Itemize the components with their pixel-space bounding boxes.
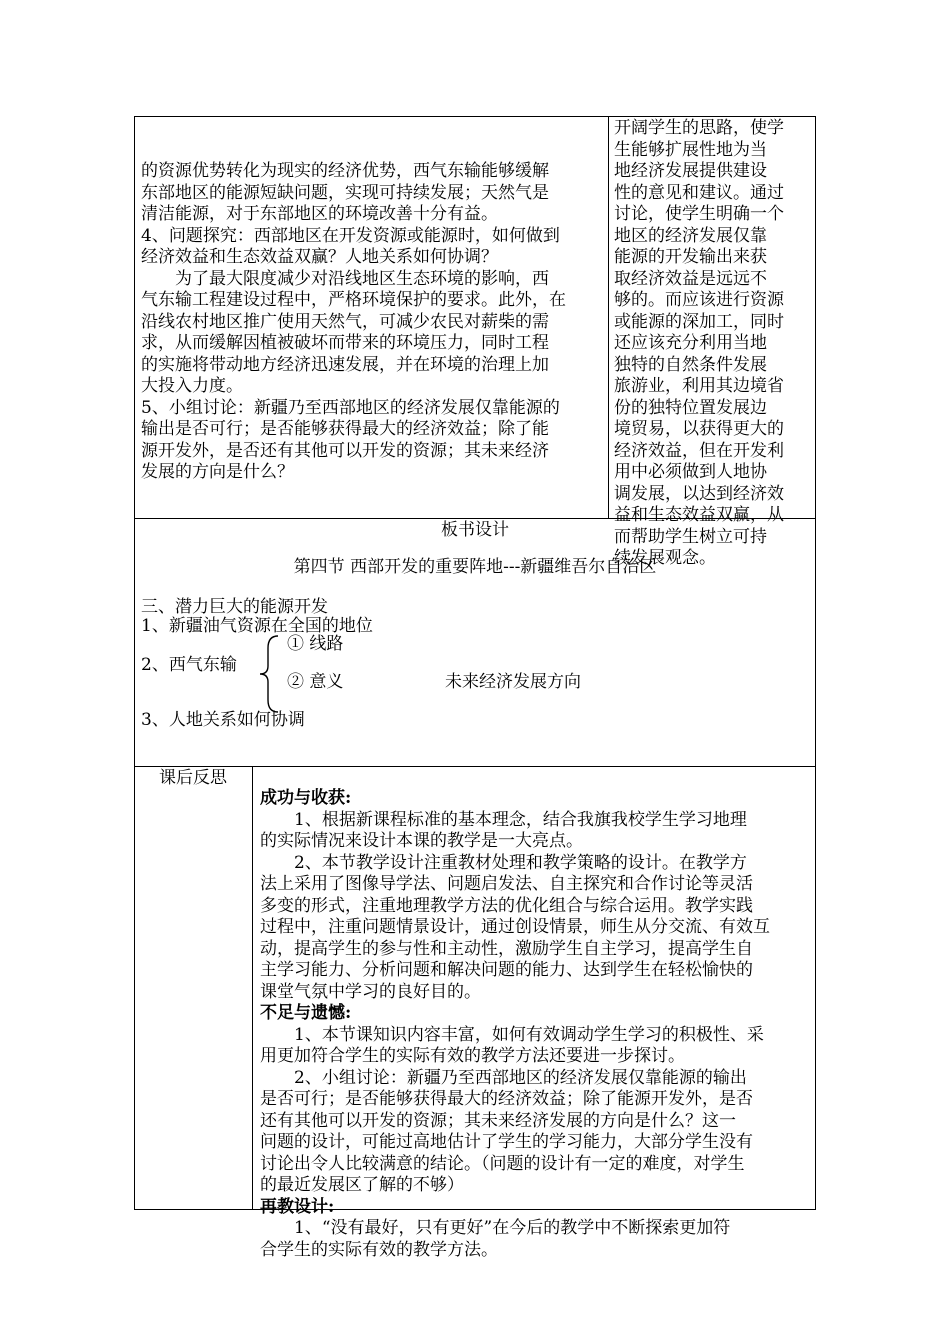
board-item-1: 1、新疆油气资源在全国的地位 [141,616,373,636]
intent-line: 讨论，使学生明确一个 [614,204,784,224]
intent-line: 地经济发展提供建设 [614,161,767,181]
intent-line: 性的意见和建议。通过 [614,182,784,203]
board-item-3: 3、人地关系如何协调 [141,710,305,730]
reflection-line: 的最近发展区了解的不够） [260,1175,464,1195]
reflection-line: 多变的形式，注重地理教学方法的优化组合与综合运用。教学实践 [260,895,753,916]
reflection-line: 2、小组讨论：新疆乃至西部地区的经济发展仅靠能源的输出 [294,1067,747,1088]
intent-line: 地区的经济发展仅靠 [614,225,767,246]
column-divider-top [608,116,609,518]
reflection-label: 课后反思 [159,768,227,788]
intent-line: 取经济效益是远远不 [614,268,767,289]
process-line: 5、小组讨论：新疆乃至西部地区的经济发展仅靠能源的 [141,397,560,418]
process-line: 经济效益和生态效益双赢？人地关系如何协调？ [141,247,498,267]
process-line: 气东输工程建设过程中，严格环境保护的要求。此外，在 [141,290,566,310]
reflection-line: 1、根据新课程标准的基本理念，结合我旗我校学生学习地理 [294,809,747,830]
board-item-2: 2、西气东输 [141,655,237,675]
shortfall-title: 不足与遗憾: [260,1003,352,1023]
process-cell [141,161,603,484]
reflection-line: 1、本节课知识内容丰富，如何有效调动学生学习的积极性、采 [294,1024,764,1045]
reflection-line: 用更加符合学生的实际有效的教学方法还要进一步探讨。 [260,1046,685,1066]
intent-line: 能源的开发输出来获 [614,247,767,267]
process-line: 的实施将带动地方经济迅速发展，并在环境的治理上加 [141,354,549,375]
board-branch-route: ① 线路 [287,634,344,654]
reflection-line: 动，提高学生的参与性和主动性，激励学生自主学习，提高学生自 [260,938,753,959]
intent-line: 旅游业，利用其边境省 [614,376,784,396]
process-line: 大投入力度。 [141,376,243,396]
reflection-line: 法上采用了图像导学法、问题启发法、自主探究和合作讨论等灵活 [260,874,753,894]
intent-line: 开阔学生的思路，使学 [614,118,784,138]
process-line: 为了最大限度减少对沿线地区生态环境的影响，西 [175,268,549,289]
reflection-line: 问题的设计，可能过高地估计了学生的学习能力，大部分学生没有 [260,1132,753,1152]
success-title: 成功与收获: [260,788,352,808]
board-future-direction: 未来经济发展方向 [445,672,581,692]
process-line: 发展的方向是什么？ [141,462,294,482]
intent-line: 够的。而应该进行资源 [614,290,784,310]
board-part-title: 三、潜力巨大的能源开发 [141,597,328,617]
reflection-line: 过程中，注重问题情景设计，通过创设情景，师生从分交流、有效互 [260,917,770,937]
process-line: 的资源优势转化为现实的经济优势，西气东输能够缓解 [141,161,549,181]
reflection-line: 课堂气氛中学习的良好目的。 [260,981,481,1002]
intent-line: 境贸易，以获得更大的 [614,419,784,439]
intent-line: 益和生态效益双赢，从 [614,505,784,525]
process-line: 源开发外，是否还有其他可以开发的资源；其未来经济 [141,440,549,461]
process-line: 东部地区的能源短缺问题，实现可持续发展；天然气是 [141,182,549,203]
reflection-line: 1、“没有最好，只有更好”在今后的教学中不断探索更加符 [294,1218,731,1238]
intent-line: 用中必须做到人地协 [614,462,767,482]
reflection-line: 还有其他可以开发的资源；其未来经济发展的方向是什么？这一 [260,1110,736,1131]
process-line: 输出是否可行；是否能够获得最大的经济效益；除了能 [141,419,549,439]
intent-line: 调发展，以达到经济效 [614,483,784,504]
process-line: 清洁能源，对于东部地区的环境改善十分有益。 [141,204,498,224]
board-branch-significance: ② 意义 [287,672,344,692]
reflection-line: 主学习能力、分析问题和解决问题的能力、达到学生在轻松愉快的 [260,960,753,980]
intent-line: 份的独特位置发展边 [614,397,767,418]
reflection-line: 讨论出令人比较满意的结论。（问题的设计有一定的难度，对学生 [260,1153,745,1174]
intent-line: 而帮助学生树立可持 [614,526,767,547]
intent-cell [614,118,812,570]
board-heading: 板书设计 [441,520,509,540]
intent-line: 还应该充分利用当地 [614,333,767,353]
process-line: 沿线农村地区推广使用天然气，可减少农民对薪柴的需 [141,311,549,332]
intent-line: 续发展观念。 [614,548,716,568]
brace-icon [256,634,280,714]
row-divider-reflection [134,766,816,767]
reflection-line: 的实际情况来设计本课的教学是一大亮点。 [260,831,583,851]
reflection-line: 是否可行；是否能够获得最大的经济效益；除了能源开发外，是否 [260,1089,753,1109]
reflection-cell [260,788,812,1261]
process-line: 求，从而缓解因植被破坏而带来的环境压力，同时工程 [141,333,549,353]
intent-line: 或能源的深加工，同时 [614,311,784,332]
section-title: 第四节 西部开发的重要阵地---新疆维吾尔自治区 [293,557,657,577]
reflection-line: 合学生的实际有效的教学方法。 [260,1239,498,1260]
process-line: 4、问题探究：西部地区在开发资源或能源时，如何做到 [141,225,560,246]
intent-line: 经济效益，但在开发利 [614,440,784,461]
intent-line: 独特的自然条件发展 [614,354,767,375]
redesign-title: 再教设计: [260,1196,335,1217]
intent-line: 生能够扩展性地为当 [614,139,767,160]
column-divider-reflection [252,766,253,1210]
reflection-line: 2、本节教学设计注重教材处理和教学策略的设计。在教学方 [294,852,747,873]
